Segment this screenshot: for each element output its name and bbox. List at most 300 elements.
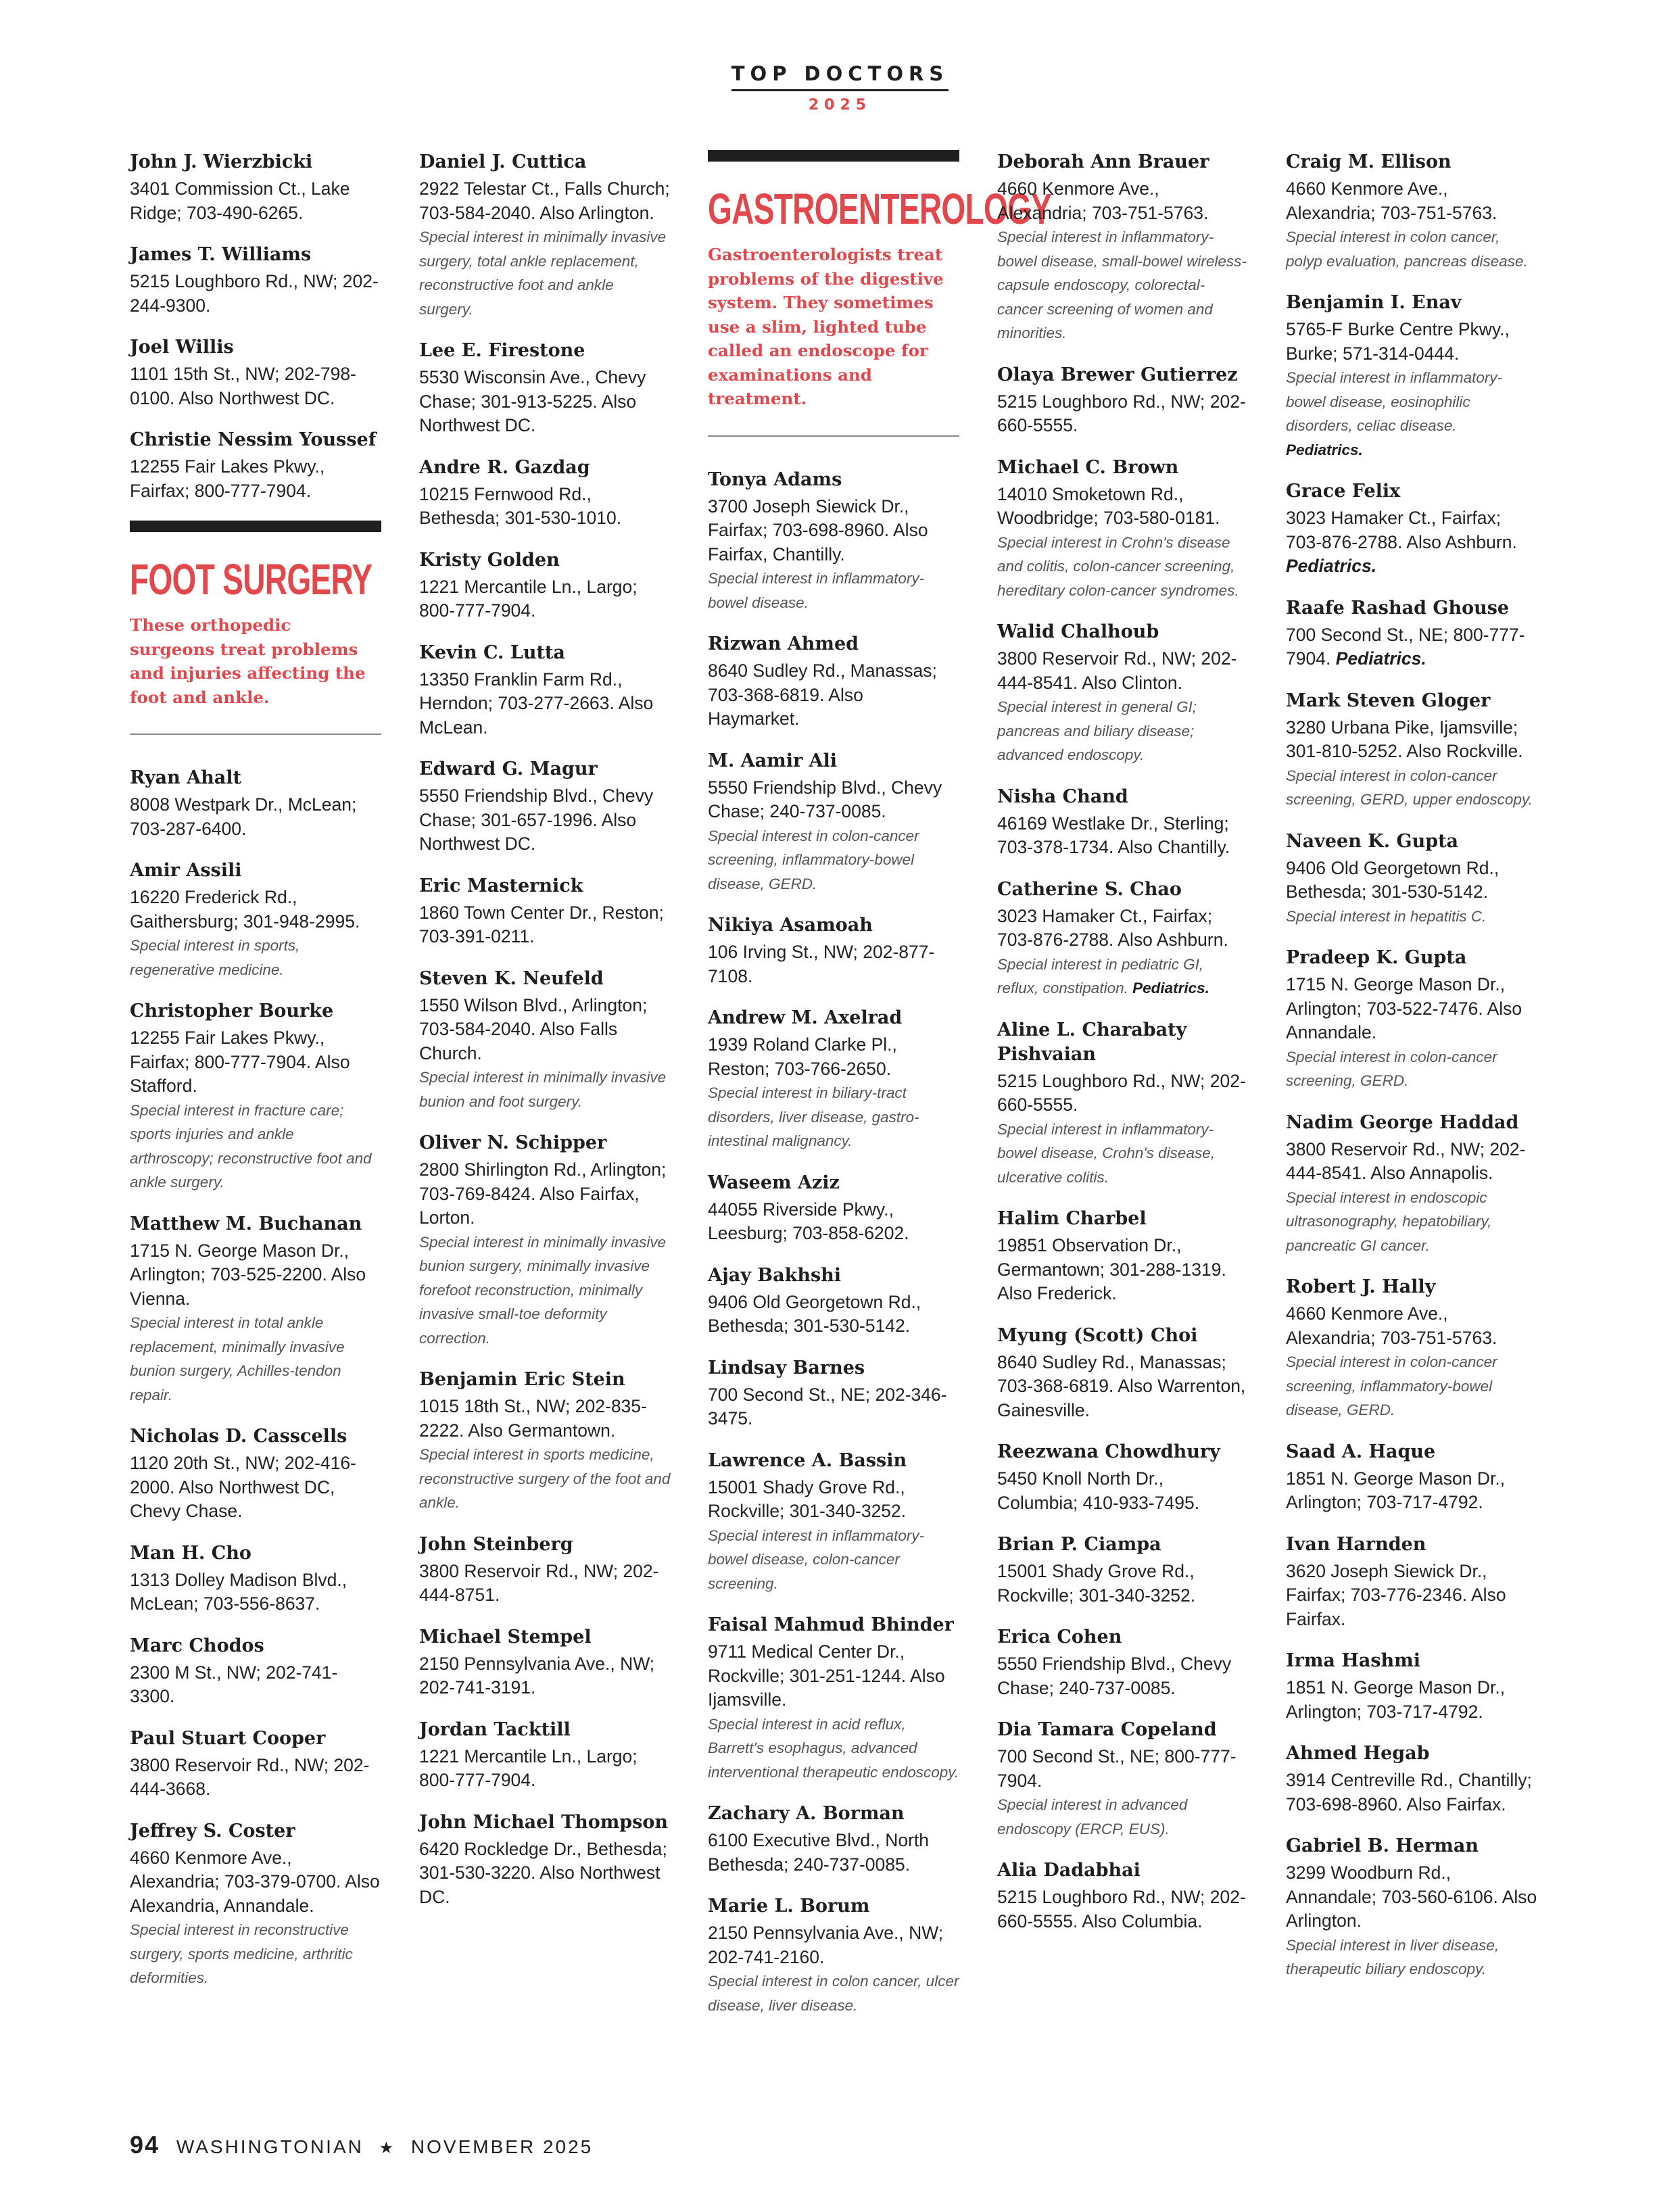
doctor-entry — [130, 1424, 381, 1524]
interest-text: Special interest in sports, regenerative medicine. — [130, 937, 300, 978]
doctor-address — [997, 1351, 1249, 1423]
special-interest — [130, 1099, 381, 1195]
doctor-address — [1286, 973, 1537, 1045]
special-interest — [419, 225, 671, 321]
address-text: 1715 N. George Mason Dr., Arlington; 703-522-7476. Also Annandale. — [1286, 974, 1522, 1042]
doctor-name: John Michael Thompson — [419, 1811, 669, 1833]
pediatrics-tag: Pediatrics. — [1286, 556, 1377, 576]
interest-text: Special interest in inflammatory-bowel disease, colon-cancer screening. — [708, 1526, 925, 1592]
col1-post-list — [130, 766, 381, 1990]
doctor-entry — [130, 1727, 381, 1802]
special-interest — [997, 225, 1249, 345]
doctor-entry — [419, 874, 671, 949]
doctor-name: Lindsay Barnes — [708, 1357, 865, 1378]
address-text: 12255 Fair Lakes Pkwy., Fairfax; 800-777-7904. — [130, 456, 325, 501]
special-interest — [708, 1969, 959, 2017]
interest-text: Special interest in total ankle replacement, minimally invasive bunion surgery, Achilles-tendon repair. — [130, 1314, 345, 1403]
doctor-name: Nisha Chand — [997, 786, 1128, 807]
doctor-name: Nicholas D. Casscells — [130, 1426, 347, 1447]
address-text: 4660 Kenmore Ave., Alexandria; 703-379-0700. Also Alexandria, Annandale. — [130, 1847, 380, 1916]
doctor-entry — [708, 913, 959, 988]
interest-text: Special interest in colon-cancer screening, inflammatory-bowel disease, GERD. — [1286, 1353, 1497, 1418]
special-interest — [997, 531, 1249, 603]
page-number: 94 — [130, 2131, 160, 2159]
address-text: 1313 Dolley Madison Blvd., McLean; 703-556-8637. — [130, 1569, 347, 1614]
section-title: FOOT SURGERY — [130, 555, 373, 604]
doctor-address — [708, 659, 959, 731]
doctor-address — [130, 1661, 381, 1709]
doctor-entry — [997, 363, 1249, 438]
doctor-address — [997, 647, 1249, 695]
doctor-entry — [1286, 1834, 1537, 1981]
doctor-entry — [997, 877, 1249, 1001]
doctor-address — [1286, 1467, 1537, 1515]
doctor-name: Pradeep K. Gupta — [1286, 947, 1467, 968]
doctor-name: Nadim George Haddad — [1286, 1111, 1519, 1133]
doctor-name: Irma Hashmi — [1286, 1650, 1420, 1671]
address-text: 6420 Rockledge Dr., Bethesda; 301-530-3220. Also Northwest DC. — [419, 1838, 667, 1907]
doctor-entry — [997, 1018, 1249, 1190]
address-text: 3299 Woodburn Rd., Annandale; 703-560-6106. Also Arlington. — [1286, 1862, 1537, 1931]
interest-text: Special interest in colon cancer, ulcer disease, liver disease. — [708, 1973, 959, 2014]
foot-surgery-section — [130, 521, 381, 735]
doctor-entry — [708, 1264, 959, 1339]
address-text: 1221 Mercantile Ln., Largo; 800-777-7904. — [419, 576, 638, 621]
address-text: 3914 Centreville Rd., Chantilly; 703-698-8960. Also Fairfax. — [1286, 1770, 1532, 1814]
doctor-name: Rizwan Ahmed — [708, 633, 859, 654]
doctor-name: Alia Dadabhai — [997, 1860, 1141, 1881]
doctor-name: Naveen K. Gupta — [1286, 830, 1459, 852]
doctor-name: Andrew M. Axelrad — [708, 1007, 903, 1028]
doctor-name: Jordan Tacktill — [419, 1718, 571, 1740]
doctor-entry — [1286, 479, 1537, 579]
doctor-address — [130, 177, 381, 225]
doctor-entry — [419, 339, 671, 438]
address-text: 3023 Hamaker Ct., Fairfax; 703-876-2788. Also Ashburn. — [997, 905, 1228, 950]
doctor-name: Jeffrey S. Coster — [130, 1820, 295, 1842]
address-text: 1101 15th St., NW; 202-798-0100. Also Northwest DC. — [130, 364, 356, 408]
doctor-entry — [997, 1625, 1249, 1700]
section-bar — [130, 521, 381, 532]
interest-text: Special interest in acid reflux, Barrett's esophagus, advanced interventional therapeutic endoscopy. — [708, 1715, 959, 1781]
header-title: TOP DOCTORS — [731, 62, 949, 91]
doctor-entry — [997, 1858, 1249, 1933]
doctor-entry — [1286, 1111, 1537, 1258]
doctor-name: Steven K. Neufeld — [419, 967, 604, 989]
doctor-name: Lee E. Firestone — [419, 340, 585, 361]
doctor-entry — [419, 641, 671, 740]
doctor-address — [708, 1640, 959, 1712]
doctor-entry — [1286, 689, 1537, 812]
doctor-address — [997, 812, 1249, 860]
doctor-name: Daniel J. Cuttica — [419, 151, 587, 172]
address-text: 5765-F Burke Centre Pkwy., Burke; 571-314-0444. — [1286, 319, 1510, 364]
doctor-address — [130, 1846, 381, 1919]
address-text: 4660 Kenmore Ave., Alexandria; 703-751-5763. — [1286, 178, 1497, 223]
doctor-name: Myung (Scott) Choi — [997, 1324, 1198, 1346]
special-interest — [419, 1230, 671, 1351]
doctor-name: Matthew M. Buchanan — [130, 1213, 362, 1234]
doctor-address — [997, 1069, 1249, 1117]
doctor-address — [708, 1829, 959, 1877]
magazine-name: WASHINGTONIAN — [176, 2136, 364, 2157]
doctor-address — [708, 1291, 959, 1339]
doctor-entry — [997, 150, 1249, 345]
special-interest — [419, 1443, 671, 1515]
address-text: 1860 Town Center Dr., Reston; 703-391-0211. — [419, 902, 664, 946]
address-text: 9406 Old Georgetown Rd., Bethesda; 301-530-5142. — [1286, 857, 1499, 902]
doctor-entry — [708, 632, 959, 731]
doctor-address — [130, 270, 381, 318]
doctor-address — [419, 784, 671, 857]
address-text: 700 Second St., NE; 202-346-3475. — [708, 1384, 947, 1428]
doctor-entry — [708, 1449, 959, 1596]
special-interest — [1286, 1186, 1537, 1258]
doctor-entry — [708, 1613, 959, 1784]
interest-text: Special interest in Crohn's disease and colitis, colon-cancer screening, hereditary colon-cancer syndromes. — [997, 533, 1239, 599]
address-text: 1851 N. George Mason Dr., Arlington; 703-717-4792. — [1286, 1677, 1506, 1722]
doctor-address — [130, 1451, 381, 1524]
special-interest — [708, 1081, 959, 1153]
doctor-address — [708, 940, 959, 988]
address-text: 1221 Mercantile Ln., Largo; 800-777-7904. — [419, 1746, 638, 1790]
address-text: 3700 Joseph Siewick Dr., Fairfax; 703-698-8960. Also Fairfax, Chantilly. — [708, 496, 928, 564]
doctor-address — [419, 901, 671, 949]
doctor-name: Olaya Brewer Gutierrez — [997, 364, 1238, 385]
doctor-entry — [1286, 1275, 1537, 1422]
interest-text: Special interest in colon-cancer screening, GERD, upper endoscopy. — [1286, 767, 1533, 808]
doctor-entry — [708, 749, 959, 896]
column-4 — [997, 150, 1249, 1951]
doctor-name: Aline L. Charabaty Pishvaian — [997, 1019, 1187, 1065]
doctor-entry — [419, 1533, 671, 1608]
special-interest — [1286, 905, 1537, 929]
doctor-address — [997, 177, 1249, 225]
pediatrics-tag: Pediatrics. — [1132, 980, 1209, 996]
doctor-address — [997, 1467, 1249, 1515]
interest-text: Special interest in inflammatory-bowel disease, eosinophilic disorders, celiac disease. — [1286, 369, 1503, 434]
doctor-name: Grace Felix — [1286, 481, 1401, 502]
doctor-entry — [997, 620, 1249, 767]
special-interest — [1286, 764, 1537, 812]
doctor-entry — [419, 967, 671, 1114]
doctor-address — [130, 793, 381, 841]
doctor-name: Ajay Bakhshi — [708, 1264, 842, 1286]
address-text: 5215 Loughboro Rd., NW; 202-660-5555. — [997, 391, 1246, 435]
doctor-entry — [708, 468, 959, 615]
doctor-name: Nikiya Asamoah — [708, 915, 873, 936]
address-text: 700 Second St., NE; 800-777-7904. — [1286, 624, 1525, 669]
doctor-name: Amir Assili — [130, 860, 242, 881]
doctor-entry — [1286, 1649, 1537, 1724]
interest-text: Special interest in colon cancer, polyp evaluation, pancreas disease. — [1286, 229, 1528, 270]
address-text: 1715 N. George Mason Dr., Arlington; 703-525-2200. Also Vienna. — [130, 1240, 366, 1309]
doctor-name: Andre R. Gazdag — [419, 456, 590, 478]
doctor-address — [997, 390, 1249, 438]
doctor-name: Gabriel B. Herman — [1286, 1835, 1479, 1856]
section-bar — [708, 150, 959, 162]
address-text: 5215 Loughboro Rd., NW; 202-244-9300. — [130, 271, 379, 316]
doctor-entry — [1286, 1741, 1537, 1817]
doctor-address — [1286, 623, 1537, 671]
col2-list — [419, 150, 671, 1909]
doctor-entry — [419, 548, 671, 623]
doctor-entry — [419, 1368, 671, 1515]
doctor-address — [130, 1568, 381, 1616]
doctor-address — [708, 1383, 959, 1431]
doctor-name: Benjamin I. Enav — [1286, 292, 1462, 313]
doctor-address — [1286, 1769, 1537, 1817]
doctor-entry — [1286, 1440, 1537, 1515]
interest-text: Special interest in advanced endoscopy (ERCP, EUS). — [997, 1796, 1188, 1837]
doctor-entry — [1286, 1533, 1537, 1632]
doctor-name: Man H. Cho — [130, 1542, 251, 1564]
doctor-entry — [130, 1541, 381, 1616]
address-text: 3800 Reservoir Rd., NW; 202-444-3668. — [130, 1754, 370, 1799]
doctor-address — [1286, 1560, 1537, 1632]
doctor-address — [997, 905, 1249, 953]
doctor-name: Brian P. Ciampa — [997, 1534, 1161, 1555]
special-interest — [708, 1524, 959, 1596]
doctor-address — [708, 1476, 959, 1524]
doctor-name: Joel Willis — [130, 337, 234, 358]
doctor-address — [1286, 1138, 1537, 1186]
doctor-address — [419, 177, 671, 225]
address-text: 9711 Medical Center Dr., Rockville; 301-251-1244. Also Ijamsville. — [708, 1641, 945, 1710]
doctor-entry — [997, 456, 1249, 603]
address-text: 19851 Observation Dr., Germantown; 301-288-1319. Also Frederick. — [997, 1235, 1226, 1303]
doctor-entry — [419, 1131, 671, 1350]
doctor-address — [419, 1652, 671, 1700]
special-interest — [997, 695, 1249, 767]
doctor-address — [1286, 1676, 1537, 1724]
address-text: 3800 Reservoir Rd., NW; 202-444-8541. Also Clinton. — [997, 648, 1237, 693]
doctor-name: Christie Nessim Youssef — [130, 429, 377, 450]
interest-text: Special interest in endoscopic ultrasonography, hepatobiliary, pancreatic GI cancer. — [1286, 1188, 1492, 1254]
doctor-address — [1286, 318, 1537, 366]
doctor-address — [708, 495, 959, 567]
doctor-address — [419, 575, 671, 623]
doctor-address — [419, 483, 671, 531]
doctor-entry — [997, 1440, 1249, 1515]
doctor-entry — [708, 1894, 959, 2017]
doctor-address — [708, 1198, 959, 1246]
address-text: 3280 Urbana Pike, Ijamsville; 301-810-5252. Also Rockville. — [1286, 717, 1523, 761]
interest-text: Special interest in inflammatory-bowel disease, small-bowel wireless-capsule endoscopy, colorectal-cancer screening of women and minorities. — [997, 229, 1247, 341]
address-text: 6100 Executive Blvd., North Bethesda; 240-737-0085. — [708, 1830, 930, 1875]
address-text: 16220 Frederick Rd., Gaithersburg; 301-948-2995. — [130, 887, 360, 932]
interest-text: Special interest in minimally invasive bunion and foot surgery. — [419, 1069, 667, 1110]
interest-text: Special interest in fracture care; sports injuries and ankle arthroscopy; reconstructive foot and ankle surgery. — [130, 1101, 372, 1191]
address-text: 3620 Joseph Siewick Dr., Fairfax; 703-776-2346. Also Fairfax. — [1286, 1560, 1506, 1629]
doctor-name: Robert J. Hally — [1286, 1276, 1436, 1297]
doctor-name: Marc Chodos — [130, 1635, 264, 1656]
doctor-name: M. Aamir Ali — [708, 750, 838, 771]
address-text: 5550 Friendship Blvd., Chevy Chase; 240-737-0085. — [708, 777, 942, 821]
star-icon: ★ — [379, 2139, 396, 2157]
doctor-entry — [130, 1819, 381, 1990]
column-3 — [708, 150, 1052, 2035]
address-text: 1550 Wilson Blvd., Arlington; 703-584-2040. Also Falls Church. — [419, 994, 648, 1063]
address-text: 1851 N. George Mason Dr., Arlington; 703-717-4792. — [1286, 1468, 1506, 1512]
doctor-address — [1286, 716, 1537, 764]
doctor-entry — [1286, 946, 1537, 1093]
address-text: 106 Irving St., NW; 202-877-7108. — [708, 942, 935, 986]
page-footer — [130, 2131, 593, 2159]
address-text: 46169 Westlake Dr., Sterling; 703-378-1734. Also Chantilly. — [997, 813, 1230, 857]
doctor-address — [997, 1885, 1249, 1933]
interest-text: Special interest in minimally invasive bunion surgery, minimally invasive forefoot reconstruction, minimally invasive small-toe deformity correction. — [419, 1233, 667, 1347]
address-text: 44055 Riverside Pkwy., Leesburg; 703-858-6202. — [708, 1199, 909, 1243]
doctor-entry — [130, 766, 381, 841]
address-text: 700 Second St., NE; 800-777-7904. — [997, 1746, 1237, 1791]
doctor-name: Edward G. Magur — [419, 759, 598, 779]
doctor-address — [997, 483, 1249, 531]
special-interest — [130, 934, 381, 982]
address-text: 3800 Reservoir Rd., NW; 202-444-8541. Also Annapolis. — [1286, 1138, 1526, 1183]
doctor-name: Deborah Ann Brauer — [997, 151, 1209, 172]
section-description: These orthopedic surgeons treat problems and injuries affecting the foot and ankle. — [130, 615, 366, 707]
doctor-name: Ryan Ahalt — [130, 767, 241, 788]
doctor-address — [419, 366, 671, 438]
special-interest — [997, 1793, 1249, 1841]
address-text: 5550 Friendship Blvd., Chevy Chase; 240-737-0085. — [997, 1654, 1232, 1698]
address-text: 3800 Reservoir Rd., NW; 202-444-8751. — [419, 1560, 659, 1605]
doctor-entry — [130, 243, 381, 318]
doctor-address — [1286, 1302, 1537, 1350]
interest-text: Special interest in sports medicine, reconstructive surgery of the foot and ankle. — [419, 1446, 671, 1511]
address-text: 1939 Roland Clarke Pl., Reston; 703-766-2650. — [708, 1034, 897, 1079]
doctor-address — [419, 1745, 671, 1793]
doctor-name: Mark Steven Gloger — [1286, 690, 1491, 711]
section-title: GASTROENTEROLOGY — [708, 185, 1052, 233]
doctor-name: Ivan Harnden — [1286, 1533, 1426, 1555]
interest-text: Special interest in colon-cancer screening, GERD. — [1286, 1048, 1497, 1089]
doctor-name: Halim Charbel — [997, 1208, 1147, 1229]
doctor-entry — [997, 785, 1249, 860]
address-text: 2150 Pennsylvania Ave., NW; 202-741-2160. — [708, 1923, 944, 1967]
special-interest — [130, 1311, 381, 1407]
address-text: 4660 Kenmore Ave., Alexandria; 703-751-5763. — [997, 178, 1209, 223]
section-divider — [130, 734, 381, 735]
special-interest — [130, 1918, 381, 1990]
doctor-name: Oliver N. Schipper — [419, 1132, 607, 1153]
interest-text: Special interest in colon-cancer screening, inflammatory-bowel disease, GERD. — [708, 827, 919, 892]
pediatrics-tag: Pediatrics. — [1335, 648, 1426, 669]
address-text: 15001 Shady Grove Rd., Rockville; 301-340-3252. — [997, 1561, 1196, 1606]
address-text: 5215 Loughboro Rd., NW; 202-660-5555. — [997, 1070, 1246, 1115]
column-1 — [130, 150, 381, 2008]
doctor-name: Benjamin Eric Stein — [419, 1369, 625, 1390]
doctor-entry — [1286, 830, 1537, 929]
address-text: 2300 M St., NW; 202-741-3300. — [130, 1662, 338, 1706]
doctor-name: Michael Stempel — [419, 1626, 592, 1648]
address-text: 1015 18th St., NW; 202-835-2222. Also Germantown. — [419, 1396, 647, 1441]
interest-text: Special interest in minimally invasive surgery, total ankle replacement, reconstructive foot and ankle surgery. — [419, 229, 667, 318]
doctor-address — [130, 1026, 381, 1099]
doctor-name: Waseem Aziz — [708, 1172, 840, 1193]
doctor-name: Walid Chalhoub — [997, 621, 1159, 642]
address-text: 1120 20th St., NW; 202-416-2000. Also Northwest DC, Chevy Chase. — [130, 1453, 356, 1521]
address-text: 12255 Fair Lakes Pkwy., Fairfax; 800-777-7904. Also Stafford. — [130, 1028, 350, 1096]
special-interest — [1286, 1045, 1537, 1093]
interest-text: Special interest in biliary-tract disorders, liver disease, gastro-intestinal malignancy. — [708, 1084, 919, 1149]
column-2 — [419, 150, 671, 1927]
address-text: 2150 Pennsylvania Ave., NW; 202-741-3191. — [419, 1653, 655, 1698]
doctor-name: John Steinberg — [419, 1533, 573, 1555]
doctor-name: Reezwana Chowdhury — [997, 1441, 1220, 1462]
address-text: 4660 Kenmore Ave., Alexandria; 703-751-5763. — [1286, 1303, 1497, 1348]
header-year: 2025 — [808, 97, 872, 114]
doctor-address — [130, 455, 381, 503]
doctor-address — [419, 668, 671, 740]
doctor-entry — [130, 999, 381, 1195]
special-interest — [1286, 1350, 1537, 1422]
doctor-entry — [1286, 291, 1537, 462]
doctor-entry — [708, 1006, 959, 1153]
section-divider — [708, 435, 959, 437]
doctor-address — [130, 362, 381, 410]
address-text: 8640 Sudley Rd., Manassas; 703-368-6819. Also Haymarket. — [708, 660, 937, 729]
doctor-address — [419, 1560, 671, 1608]
doctor-name: James T. Williams — [130, 244, 312, 265]
doctor-entry — [130, 859, 381, 982]
doctor-name: Tonya Adams — [708, 468, 842, 490]
doctor-entry — [130, 150, 381, 225]
doctor-address — [419, 1837, 671, 1910]
doctor-entry — [708, 1171, 959, 1246]
address-text: 3401 Commission Ct., Lake Ridge; 703-490-6265. — [130, 178, 350, 223]
doctor-address — [1286, 1861, 1537, 1933]
doctor-entry — [130, 428, 381, 503]
col1-pre-list — [130, 150, 381, 503]
address-text: 2922 Telestar Ct., Falls Church; 703-584-2040. Also Arlington. — [419, 178, 670, 223]
doctor-address — [419, 994, 671, 1066]
special-interest — [997, 1117, 1249, 1190]
doctor-entry — [130, 1634, 381, 1709]
address-text: 3023 Hamaker Ct., Fairfax; 703-876-2788. Also Ashburn. — [1286, 508, 1517, 552]
doctor-name: Zachary A. Borman — [708, 1803, 905, 1824]
doctor-entry — [708, 1802, 959, 1877]
interest-text: Special interest in hepatitis C. — [1286, 907, 1487, 925]
doctor-address — [708, 1033, 959, 1081]
doctor-address — [997, 1234, 1249, 1306]
address-text: 5550 Friendship Blvd., Chevy Chase; 301-657-1996. Also Northwest DC. — [419, 786, 654, 854]
doctor-address — [1286, 177, 1537, 225]
doctor-address — [1286, 857, 1537, 905]
address-text: 2800 Shirlington Rd., Arlington; 703-769-8424. Also Fairfax, Lorton. — [419, 1159, 667, 1228]
doctor-name: Marie L. Borum — [708, 1896, 870, 1917]
doctor-address — [997, 1560, 1249, 1608]
special-interest — [1286, 1933, 1537, 1981]
page-header — [0, 62, 1680, 114]
doctor-entry — [419, 1625, 671, 1700]
pediatrics-tag: Pediatrics. — [1286, 441, 1363, 458]
address-text: 8640 Sudley Rd., Manassas; 703-368-6819. Also Warrenton, Gainesville. — [997, 1351, 1246, 1420]
col5-list — [1286, 150, 1537, 1981]
interest-text: Special interest in inflammatory-bowel disease, Crohn's disease, ulcerative colitis. — [997, 1120, 1215, 1186]
doctor-name: Raafe Rashad Ghouse — [1286, 597, 1510, 619]
address-text: 5450 Knoll North Dr., Columbia; 410-933-7495. — [997, 1468, 1200, 1513]
doctor-address — [1286, 506, 1537, 579]
doctor-entry — [997, 1324, 1249, 1423]
doctor-entry — [997, 1207, 1249, 1306]
column-5 — [1286, 150, 1537, 1999]
doctor-name: John J. Wierzbicki — [130, 151, 313, 172]
doctor-address — [130, 1239, 381, 1312]
special-interest — [1286, 225, 1537, 273]
doctor-entry — [419, 150, 671, 321]
